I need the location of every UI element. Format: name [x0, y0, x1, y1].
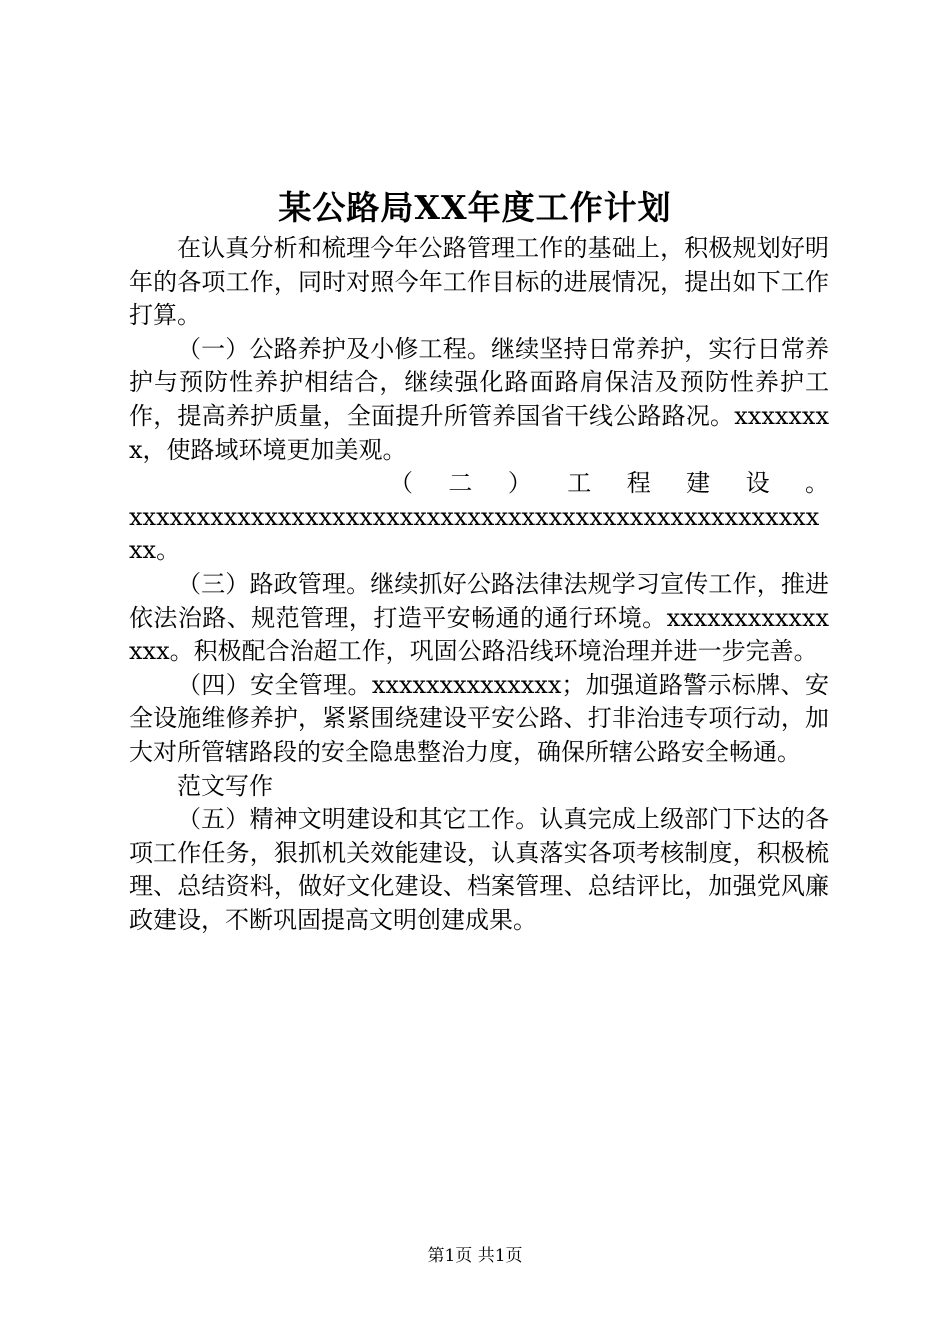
paragraph-civilization-building: （五）精神文明建设和其它工作。认真完成上级部门下达的各项工作任务，狠抓机关效能建设，认真落实各项考核制度，积极梳理、总结资料，做好文化建设、档案管理、总结评比，加强党风廉政建设，不断巩固提高文明创建成果。	[129, 805, 829, 934]
document-body	[129, 232, 829, 937]
paragraph-road-maintenance: （一）公路养护及小修工程。继续坚持日常养护，实行日常养护与预防性养护相结合，继续强化路面路肩保洁及预防性养护工作，提高养护质量，全面提升所管养国省干线公路路况。xxxxxxxx，使路域环境更加美观。	[129, 334, 829, 464]
page-footer: 第1页 共1页	[427, 1246, 523, 1266]
paragraph-engineering-body: xxxxxxxxxxxxxxxxxxxxxxxxxxxxxxxxxxxxxxxxxxxxxxxxxxxxx。	[129, 502, 820, 565]
paragraph-engineering-heading: （二）工程建设。	[389, 469, 829, 498]
paragraph-safety-management: （四）安全管理。xxxxxxxxxxxxxx；加强道路警示标牌、安全设施维修养护，紧紧围绕建设平安公路、打非治违专项行动，加大对所管辖路段的安全隐患整治力度，确保所辖公路安全畅通。	[129, 670, 829, 766]
paragraph-intro: 在认真分析和梳理今年公路管理工作的基础上，积极规划好明年的各项工作，同时对照今年工作目标的进展情况，提出如下工作打算。	[129, 234, 829, 330]
paragraph-sample-writing: 范文写作	[177, 771, 273, 800]
document-title: 某公路局XX年度工作计划	[278, 188, 672, 227]
paragraph-road-administration: （三）路政管理。继续抓好公路法律法规学习宣传工作，推进依法治路、规范管理，打造平安畅通的通行环境。xxxxxxxxxxxxxxx。积极配合治超工作，巩固公路沿线环境治理并进一步完善。	[129, 569, 829, 666]
